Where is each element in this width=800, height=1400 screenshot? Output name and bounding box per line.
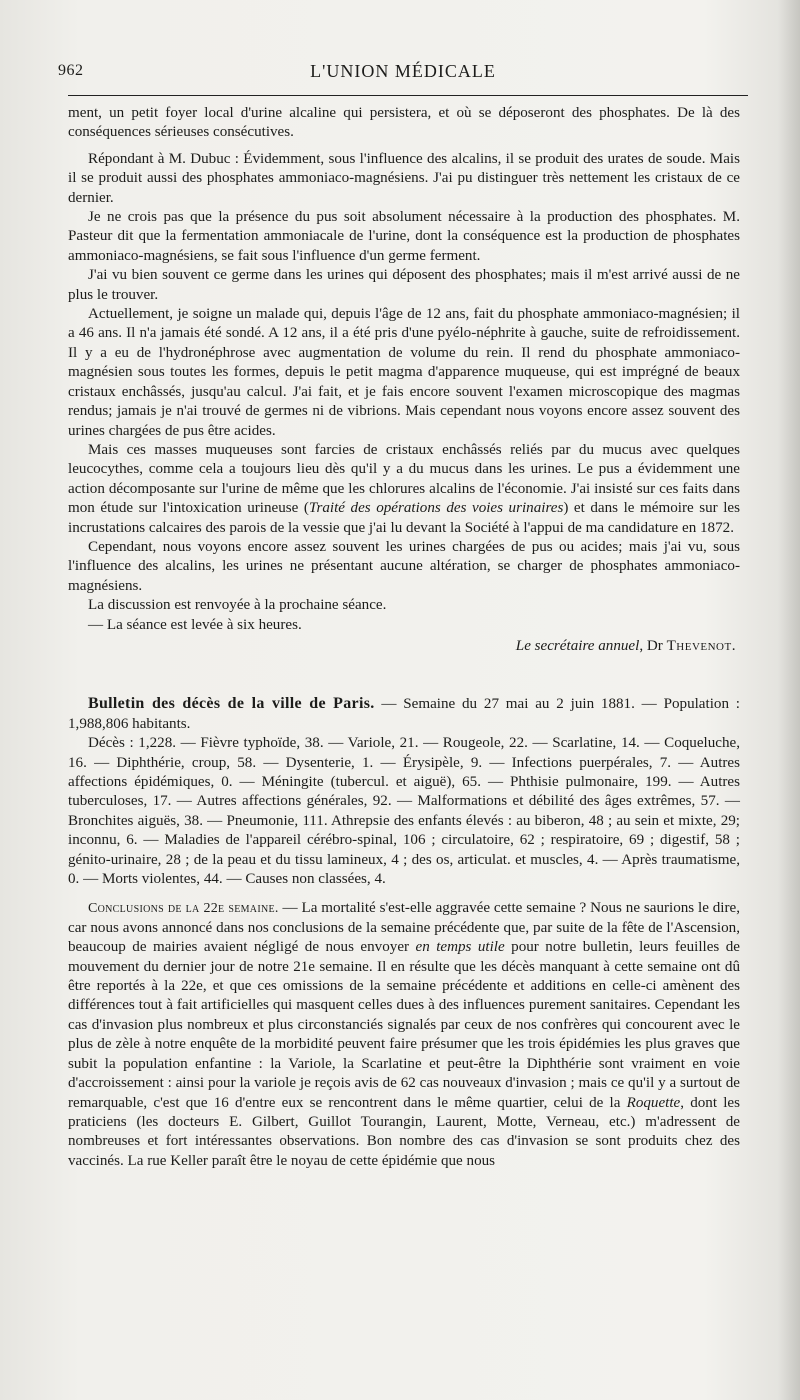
header-rule	[68, 95, 748, 96]
page-body	[68, 104, 740, 1171]
bulletin-heading	[68, 694, 740, 734]
paragraph: ment, un petit foyer local d'urine alcaline qui persistera, et où se déposeront des phosphates. De là des conséquences sérieuses consécutives.	[68, 105, 740, 141]
conclusions-paragraph	[68, 899, 740, 1171]
conclusions-heading: Conclusions de la 22e semaine.	[88, 901, 279, 917]
paragraph: Cependant, nous voyons encore assez souvent les urines chargées de pus ou acides; mais j'ai vu, sous l'influence des alcalins, les urines ne présentant aucune altération, se charger de phosphates ammoniaco-magnésiens.	[68, 538, 740, 594]
signature	[68, 637, 740, 656]
paragraph: Répondant à M. Dubuc : Évidemment, sous l'influence des alcalins, il se produit des urates de soude. Mais il se produit aussi des phosphates ammoniaco-magnésiens. J'ai pu distinguer très nettement les cristaux de ce dernier.	[68, 150, 740, 206]
bulletin-title: Bulletin des décès de la ville de Paris.	[88, 695, 375, 713]
paragraph: J'ai vu bien souvent ce germe dans les urines qui déposent des phosphates; mais il m'est arrivé aussi de ne plus le trouver.	[68, 267, 740, 303]
paragraph: — La séance est levée à six heures.	[88, 616, 302, 633]
page-header	[58, 58, 748, 88]
deaths-list: Décès : 1,228. — Fièvre typhoïde, 38. — Variole, 21. — Rougeole, 22. — Scarlatine, 14. — Coqueluche, 16. — Diphthérie, croup, 58. — Dysenterie, 1. — Érysipèle, 9. — Infections puerpérales, 7. — Autres affections épidémiques, 0. — Méningite (tubercul. et aiguë), 65. — Phthisie pulmonaire, 199. — Autres tuberculoses, 17. — Autres affections générales, 92. — Malformations et débilité des âges extrêmes, 57. — Bronchites aiguës, 38. — Pneumonie, 111. Athrepsie des enfants élevés : au biberon, 48 ; au sein et mixte, 29; inconnu, 6. — Maladies de l'appareil cérébro-spinal, 106 ; circulatoire, 62 ; respiratoire, 69 ; digestif, 58 ; génito-urinaire, 28 ; de la peau et du tissu lamineux, 4 ; des os, articulat. et muscles, 4. — Après traumatisme, 0. — Morts violentes, 44. — Causes non classées, 4.	[68, 735, 740, 888]
italic-phrase: en temps utile	[415, 939, 505, 956]
paragraph: La discussion est renvoyée à la prochaine séance.	[88, 597, 387, 614]
paragraph-text: — La mortalité s'est-elle aggravée cette semaine ? Nous ne saurions le dire, car nous avons annoncé dans nos conclusions de la semaine précédente que, par suite de la fête de l'Ascension, beaucoup de mairies avaient négligé de nous envoyer	[68, 900, 741, 956]
paragraph-text: pour notre bulletin, leurs feuilles de mouvement du dernier jour de notre 21e semaine. Il en résulte que les décès manquant à cette semaine ont dû être reportés à la 22e, et que ces omissions de la semaine précédente et additions en celle-ci amènent des différences tout à fait artificielles qui masquent celles dues à des influences purement sanitaires. Cependant les cas d'invasion plus nombreux et plus circonstanciés signalés par ceux de nos confrères qui concourent avec le plus de zèle à notre enquête de la morbidité peuvent faire présumer que les trois épidémies les plus graves que subit la population enfantine : la Variole, la Scarlatine et peut-être la Diphthérie sont vraiment en voie d'accroissement : ainsi pour la variole je reçois avis de 62 cas nouveaux d'invasion ; mais ce qu'il y a surtout de remarquable, c'est que 16 d'entre eux se rencontrent dans le même quartier, celui de la	[68, 939, 740, 1111]
paragraph-text: Mais ces masses muqueuses sont farcies de cristaux enchâssés reliés par du mucus avec quelques leucocythes, comme cela a toujours lieu dès qu'il y a du mucus dans les urines. Le pus a évidemment une action décomposante sur l'urine de même que les chlorures alcalins de l'économie. J'ai insisté sur ces faits dans mon étude sur l'intoxication urineuse (	[68, 441, 740, 517]
paragraph	[68, 441, 740, 538]
paragraph-text: ) et dans le mémoire sur les incrustations calcaires des parois de la vessie que j'ai lu devant la Société à l'appui de ma candidature en 1872.	[68, 500, 740, 536]
page-number: 962	[58, 62, 84, 79]
italic-title: Traité des opérations des voies urinaires	[308, 500, 564, 517]
signature-separator: , Dr	[639, 637, 667, 654]
signature-name: Thevenot.	[666, 637, 736, 654]
page-edge-shadow	[778, 0, 800, 1400]
paragraph-text: , dont les praticiens (les docteurs E. Gilbert, Guillot Tourangin, Laurent, Motte, Verneau, etc.) m'adressent de nombreuses et fort intéressantes observations. Bon nombre des cas d'invasion se sont produits chez des vaccinés. La rue Keller paraît être le noyau de cette épidémie que nous	[68, 1094, 740, 1169]
paragraph: Actuellement, je soigne un malade qui, depuis l'âge de 12 ans, fait du phosphate ammoniaco-magnésien; il a 46 ans. Il n'a jamais été sondé. A 12 ans, il a été pris d'une pyélo-néphrite à gauche, suite de refroidissement. Il y a eu de l'hydronéphrose avec augmentation de volume du rein. Il rend du phosphate ammoniaco-magnésien sous toutes les formes, depuis le petit magma d'apparence muqueuse, qui est imprégné de beaux cristaux enchâssés, jusqu'au calcul. J'ai fait, et je fais encore souvent l'examen microscopique des magmas rendus; jamais je n'ai trouvé de germes ni de vibrions. Mais cependant nous voyons encore assez souvent des urines chargées de pus être acides.	[68, 306, 740, 439]
bulletin-subtitle: — Semaine du 27 mai au 2 juin 1881. — Population : 1,988,806 habitants.	[68, 696, 740, 732]
signature-role: Le secrétaire annuel	[515, 637, 640, 654]
italic-place: Roquette	[626, 1094, 681, 1111]
paragraph: Je ne crois pas que la présence du pus soit absolument nécessaire à la production des phosphates. M. Pasteur dit que la fermentation ammoniacale de l'urine, dont la conséquence est la production de phosphates ammoniaco-magnésiens, se fait sous l'influence d'un germe ferment.	[68, 209, 740, 264]
running-title: L'UNION MÉDICALE	[310, 61, 496, 81]
